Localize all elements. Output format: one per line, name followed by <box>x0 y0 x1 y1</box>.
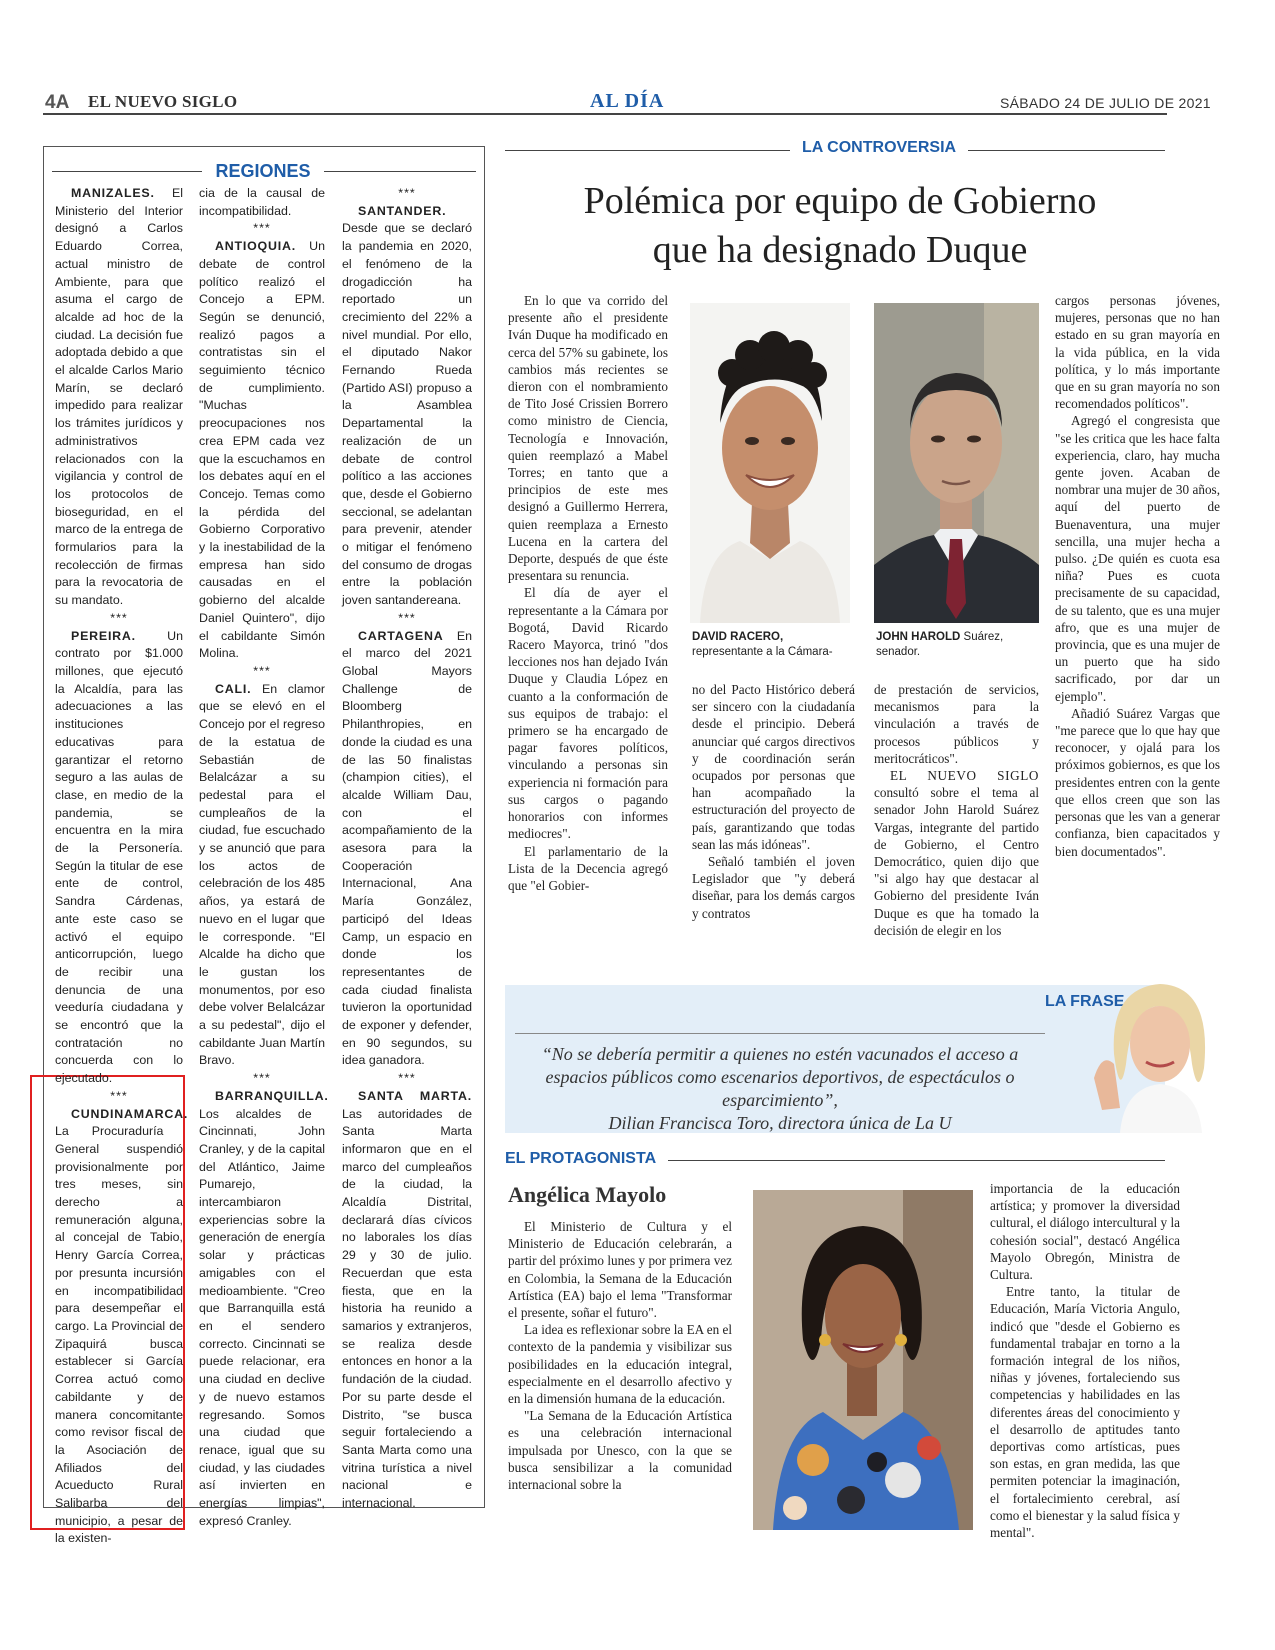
article-cundinamarca: CUNDINAMARCA. La Procuraduría General suspendió provisionalmente por tres meses, sin derecho a remuneración alguna, al concejal de Tabio, Henry García Correa, por presunta incursión en incompatibilidad para desempeñar el cargo. La Provincial de Zipaquirá busca establecer si García Correa actuó como cabildante y de manera concomitante como revisor fiscal de la Asociación de Afiliados del Acueducto Rural Salibarba del municipio, a pesar de la existen- <box>55 1106 189 1546</box>
article-antioquia: ANTIOQUIA. Un debate de control político realizó el Concejo a EPM. Según se denunció, realizó pagos a contratistas sin el seguimiento técnico de cumplimiento. "Muchas preocupaciones nos crea EPM cada vez que la escuchamos en los debates aquí en el Concejo. Temas como la pérdida del Gobierno Corporativo y la inestabilidad de la empresa han sido causadas en el gobierno del alcalde Daniel Quintero", dijo el cabildante Simón Molina. <box>199 239 325 661</box>
article-santa-marta: SANTA MARTA. Las autoridades de Santa Marta informaron que en el marco del cumpleaños de la ciudad, la Alcaldía Distrital, declarará días cívicos no laborales los días 29 y 30 de julio. Recuerdan que esta fiesta, que en la historia ha reunido a samarios y extranjeros, se realiza desde entonces en honor a la fundación de la ciudad. Por su parte desde el Distrito, "se busca seguir fortaleciendo a Santa Marta como una vitrina turística a nivel nacional e internacional. <box>342 1088 472 1511</box>
caption-john-harold: JOHN HAROLD Suárez, senador. <box>876 631 1004 658</box>
issue-date: SÁBADO 24 DE JULIO DE 2021 <box>1000 95 1211 111</box>
article-cali: CALI. En clamor que se elevó en el Concejo por el regreso de la estatua de Sebastián de Belalcázar a su pedestal para el cumpleaños de la ciudad, fue escuchado y se anunció que para los actos de celebración de los 485 años, ya estará de nuevo en el lugar que le corresponde. "El Alcalde ha dicho que le gustan los monumentos, por eso debe volver Belalcázar a su pedestal", dijo el cabildante Juan Martín Bravo. <box>199 681 325 1068</box>
photo-dilian-francisca-toro <box>1080 968 1225 1133</box>
page-number: 4A <box>45 92 70 113</box>
protagonista-column-1: El Ministerio de Cultura y el Ministerio de Educación celebrarán, a partir del próximo lunes y por primera vez en Colombia, la Semana de la Educación Artística (EA) bajo el lema "Transformar el presente, soñar el futuro". La idea es reflexionar sobre la EA en el contexto de la pandemia y visibilizar sus posibilidades en la educación integral, especialmente en el desarrollo afectivo y en la dimensión humana de la educación. "La Semana de la Educación Artística es una celebración internacional impulsada por Unesco, con la que se busca sensibilizar a la comunidad internacional sobre la <box>508 1219 732 1493</box>
photo-john-harold <box>874 303 1039 623</box>
regiones-column-3 <box>342 185 472 1513</box>
photo-angelica-mayolo <box>753 1190 973 1530</box>
protagonista-label: EL PROTAGONISTA <box>505 1150 668 1168</box>
frase-quote: “No se debería permitir a quienes no estén vacunados el acceso a espacios públicos como escenarios deportivos, de espectáculos o esparcimiento”, <box>541 1044 1019 1110</box>
header-rule <box>43 113 1167 115</box>
separator: *** <box>253 221 271 236</box>
controversia-column-4: cargos personas jóvenes, mujeres, personas que no han estado en su gran mayoría en la vida pública, en la vida política, y lo más importante que en su gran mayoría no son recomendados políticos". Agregó el congresista que "se les critica que les hace falta experiencia, claro, hay mucha gente joven. Acaban de nombrar una mujer de 30 años, aquí del puerto de Buenaventura, una mujer sencilla, una mujer hecha a pulso. ¿De quién es cuota esa niña? Pues es cuota precisamente de su capacidad, de su talento, que es una mujer afro, que es una mujer de provincia, que es una mujer de un puerto que ha sido sacrificado, por dar un ejemplo". Añadió Suárez Vargas que "me parece que lo que hay que reconocer, y ojalá para los próximos gobiernos, es que los presidentes entren con la gente que ellos creen que son las personas que les van a generar confianza, bien capacitados y bien documentados". <box>1055 293 1221 859</box>
frase-rule <box>515 1033 1045 1034</box>
frase-author: Dilian Francisca Toro, directora única de La U <box>608 1113 952 1133</box>
controversia-label: LA CONTROVERSIA <box>790 139 968 157</box>
separator: *** <box>398 610 416 625</box>
regiones-title: REGIONES <box>202 161 324 182</box>
separator: *** <box>253 663 271 678</box>
headline-line-1: Polémica por equipo de Gobierno <box>583 180 1097 222</box>
article-pereira: PEREIRA. Un contrato por $1.000 millones, que ejecutó la Alcaldía, para las adecuaciones a las instituciones educativas para garantizar el retorno seguro a las aulas de clase, en medio de la pandemia, se encuentra en la mira de la Personería. Según la titular de ese ente de control, Sandra Cárdenas, ante este caso se activó el equipo anticorrupción, luego de recibir una denuncia de una veeduría ciudadana y se encontró que la contratación no concuerda con lo ejecutado. <box>55 628 183 1086</box>
separator: *** <box>398 1071 416 1086</box>
headline <box>508 177 1172 275</box>
regiones-column-1 <box>55 185 189 1548</box>
article-santander: SANTANDER. Desde que se declaró la pandemia en 2020, el fenómeno de la drogadicción ha reportado un crecimiento del 22% a nivel mundial. Por ello, el diputado Nakor Fernando Rueda (Partido ASI) propuso a la Asamblea Departamental la realización de un debate de control político a las acciones que, desde el Gobierno seccional, se adelantan para prevenir, atender o mitigar el fenómeno del consumo de drogas entre la población joven santandereana. <box>342 203 472 608</box>
separator: *** <box>110 610 128 625</box>
controversia-column-3: de prestación de servicios, mecanismos para la vinculación a través de procesos públicos y meritocráticos". EL NUEVO SIGLO consultó sobre el tema al senador John Harold Suárez Vargas, integrante del partido de Gobierno, el Centro Democrático, quien dijo que "si algo hay que destacar al Gobierno del presidente Iván Duque es que ha tomado la decisión de elegir en los <box>874 682 1039 938</box>
protagonista-name: Angélica Mayolo <box>508 1182 667 1207</box>
separator: *** <box>253 1071 271 1086</box>
frase-label: LA FRASE <box>1045 993 1125 1010</box>
headline-line-2: que ha designado Duque <box>652 229 1028 271</box>
article-barranquilla: BARRANQUILLA. Los alcaldes de Cincinnati, John Cranley, y de la capital del Atlántico, Jaime Pumarejo, intercambiaron experiencias sobre la generación de energía solar y prácticas amigables con el medioambiente. "Creo que Barranquilla está en el sendero correcto. Cincinnati se puede relacionar, era una ciudad en declive y de nuevo estamos regresando. Somos una ciudad que renace, igual que su ciudad, y las ciudades así invierten en energías limpias", expresó Cranley. <box>199 1088 329 1528</box>
photo-david-racero <box>690 303 850 623</box>
regiones-column-2 <box>199 185 329 1530</box>
separator: *** <box>398 186 416 200</box>
article-cartagena: CARTAGENA En el marco del 2021 Global Mayors Challenge de Bloomberg Philanthropies, en donde la ciudad es una de las 50 finalistas (champion cities), el alcalde William Dau, con el acompañamiento de la asesora para la Cooperación Internacional, Ana María González, participó del Ideas Camp, un espacio en donde los representantes de cada ciudad finalista tuvieron la oportunidad de exponer y defender, en 90 segundos, su idea ganadora. <box>342 628 472 1068</box>
separator: *** <box>110 1088 128 1103</box>
controversia-column-1: En lo que va corrido del presente año el presidente Iván Duque ha modificado en cerca del 57% su gabinete, los cambios más recientes se dieron con el nombramiento de Tito José Crissien Borrero como ministro de Ciencia, Tecnología e Innovación, quien reemplazó a Mabel Torres; en tanto que a principios de este mes designó a Guillermo Herrera, quien reemplaza a Ernesto Lucena en la cartera del Deporte, después de que éste presentara su renuncia. El día de ayer el representante a la Cámara por Bogotá, David Ricardo Racero Mayorca, trinó "dos lecciones nos han dejado Iván Duque y Claudia López en cuanto a la conformación de sus equipos de trabajo: el primero se ha encargado de pagar favores políticos, vinculando a personas sin experiencia ni formación para sus cargos o pagando honorarios con informes mediocres". El parlamentario de la Lista de la Decencia agregó que "el Gobier- <box>508 293 668 893</box>
protagonista-column-2: importancia de la educación artística; y promover la diversidad cultural, el diálogo intercultural y la cohesión social", destacó Angélica Mayolo Obregón, Ministra de Cultura. Entre tanto, la titular de Educación, María Victoria Angulo, indicó que "desde el Gobierno es fundamental trabajar en torno a la formación integral de los niños, niñas y jóvenes, fortaleciendo sus competencias y habilidades en las diferentes áreas del conocimiento y el desarrollo de aptitudes tanto deportivas como artísticas, pues son estas, en gran medida, las que permiten potenciar la imaginación, el fortalecimiento cerebral, así como el bienestar y la salud física y mental". <box>990 1181 1180 1541</box>
caption-david-racero: DAVID RACERO, representante a la Cámara- <box>692 631 833 658</box>
article-continuation: cia de la causal de incompatibilidad. <box>199 186 325 218</box>
section-title: AL DÍA <box>590 90 665 112</box>
controversia-column-2: no del Pacto Histórico deberá ser sincero con la ciudadanía desde el principio. Deberá anunciar qué cargos directivos y de coordinación serán ocupados por personas que han acompañado la estructuración del proyecto de país, garantizando que todas sean las más idóneas". Señaló también el joven Legislador que "y deberá diseñar, para los demás cargos y contratos <box>692 682 855 921</box>
article-manizales: MANIZALES. El Ministerio del Interior designó a Carlos Eduardo Correa, actual ministro de Ambiente, para que asuma el cargo de alcalde ad hoc de la ciudad. La decisión fue adoptada debido a que el alcalde Carlos Mario Marín, se declaró impedido para realizar los trámites jurídicos y administrativos relacionados con la vigilancia y control de los protocolos de bioseguridad, en el marco de la entrega de formularios para la recolección de firmas para la revocatoria de su mandato. <box>55 186 183 608</box>
newspaper-name: EL NUEVO SIGLO <box>88 92 238 111</box>
